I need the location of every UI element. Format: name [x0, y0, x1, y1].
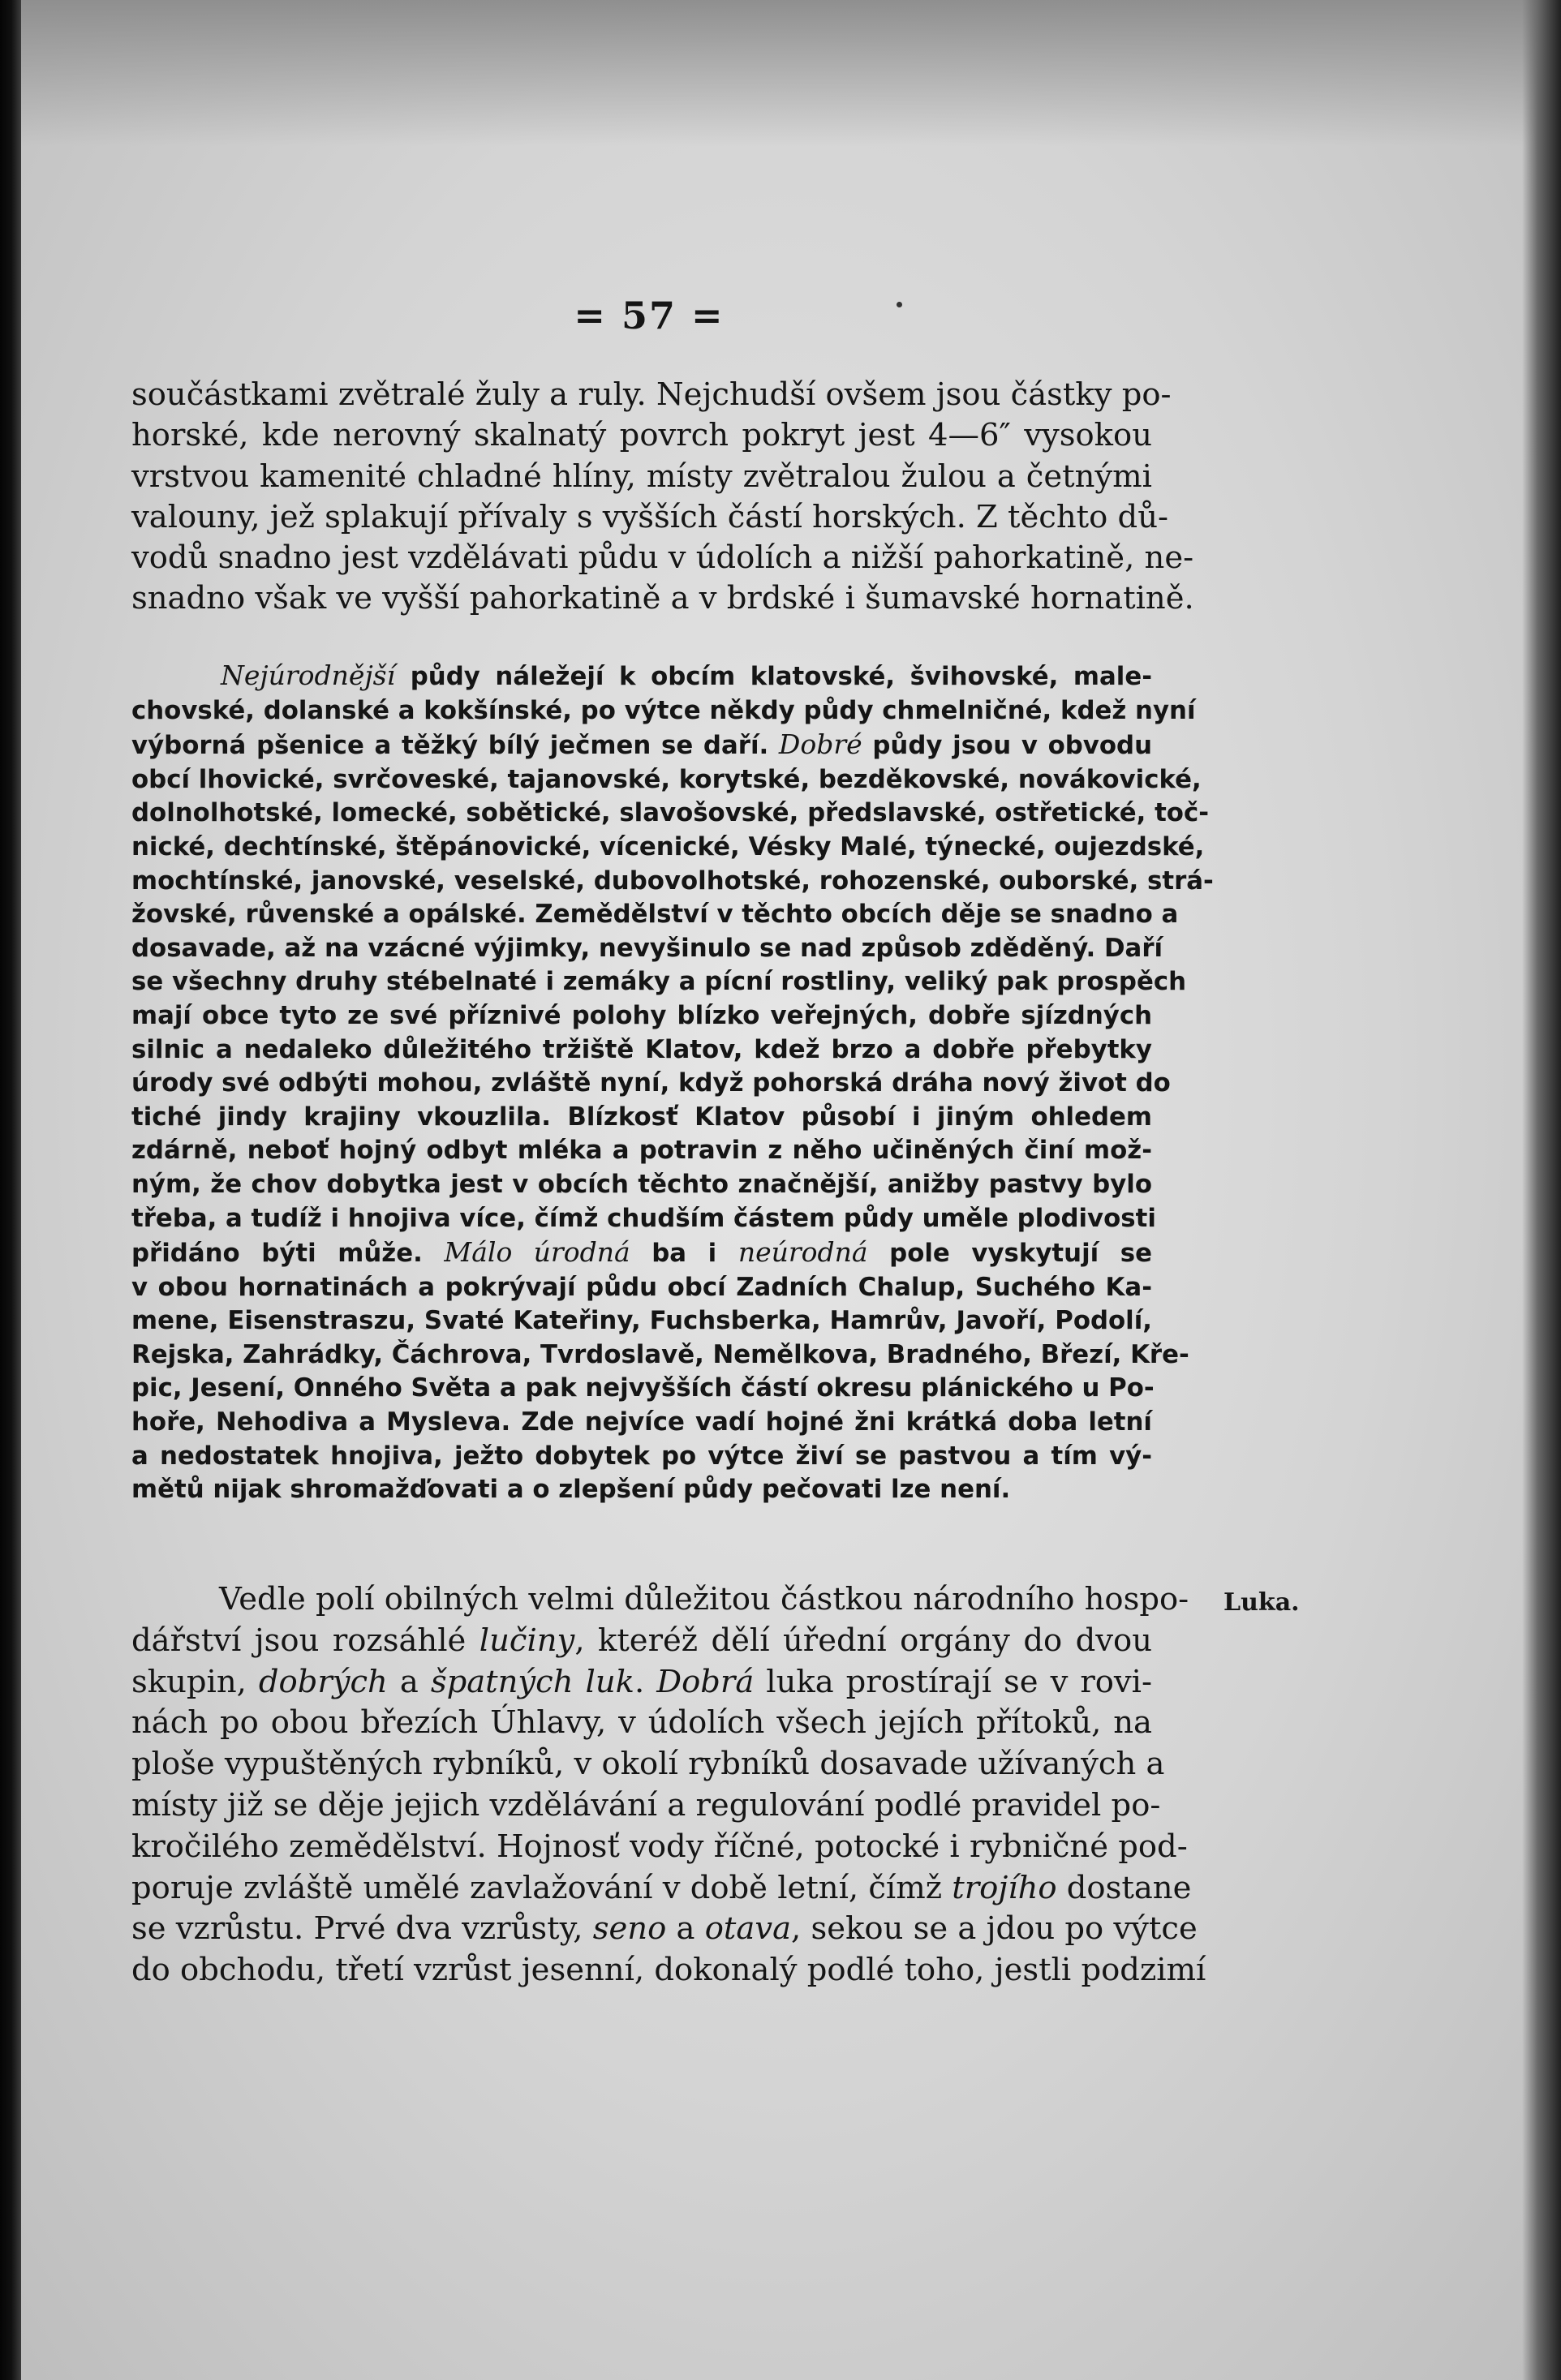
text-run: , kteréž dělí úřední orgány do dvou	[574, 1622, 1152, 1659]
page-shadow-top	[0, 0, 1561, 146]
text-run: se vzrůstu. Prvé dva vzrůsty,	[131, 1910, 593, 1948]
text-line	[131, 1868, 1192, 1910]
text-line: hoře, Nehodiva a Mysleva. Zde nejvíce vadí hojné žni krátká doba letní	[131, 1407, 1152, 1437]
text-run: půdy náležejí k obcím klatovské, švihovské, male-	[395, 662, 1152, 691]
text-line: tiché jindy krajiny vkouzlila. Blízkosť Klatov působí i jiným ohledem	[131, 1102, 1152, 1132]
text-run: luka prostírají se v rovi-	[754, 1663, 1152, 1700]
term-good: Dobré	[778, 728, 862, 761]
term-hay: seno	[592, 1910, 667, 1948]
text-line: se všechny druhy stébelnaté i zemáky a pícní rostliny, veliký pak prospěch	[131, 967, 1187, 997]
text-line: vrstvou kamenité chladné hlíny, místy zvětralou žulou a četnými	[131, 458, 1152, 495]
text-run: skupin,	[131, 1663, 259, 1700]
text-line: úrody své odbýti mohou, zvláště nyní, když pohorská dráha nový život do	[131, 1068, 1171, 1098]
text-line: mají obce tyto ze své příznivé polohy blízko veřejných, dobře sjízdných	[131, 1000, 1152, 1030]
text-run: pole vyskytují se	[867, 1239, 1152, 1269]
text-line: vodů snadno jest vzdělávati půdu v údolích a nižší pahorkatině, ne-	[131, 539, 1194, 577]
text-line	[131, 1621, 1152, 1662]
term-aftermath: otava	[704, 1910, 792, 1948]
text-line: místy již se děje jejich vzdělávání a regulování podlé pravidel po-	[131, 1786, 1161, 1824]
text-line	[131, 1909, 1198, 1950]
text-line: nické, dechtínské, štěpánovické, vícenické, Vésky Malé, týnecké, oujezdské,	[131, 831, 1205, 861]
term-less-fertile: Málo úrodná	[444, 1236, 630, 1269]
term-good-meadows: dobrých	[258, 1663, 388, 1700]
text-run: a	[666, 1910, 705, 1948]
text-line: Vedle polí obilných velmi důležitou částkou národního hospo-	[219, 1581, 1189, 1617]
binding-edge	[0, 0, 21, 2380]
text-line: mene, Eisenstraszu, Svaté Kateřiny, Fuchsberka, Hamrův, Javoří, Podolí,	[131, 1306, 1152, 1336]
text-run: a	[387, 1663, 431, 1700]
text-line: mětů nijak shromažďovati a o zlepšení půdy pečovati lze není.	[131, 1475, 1011, 1505]
text-line: valouny, jež splakují přívaly s vyšších částí horských. Z těchto dů-	[131, 498, 1169, 535]
term-third-cut: trojího	[952, 1869, 1057, 1906]
paragraph-meadows	[131, 1579, 1206, 1991]
term-poor-meadows: špatných luk	[430, 1663, 634, 1700]
text-line: kročilého zemědělství. Hojnosť vody říčné, potocké i rybničné pod-	[131, 1828, 1188, 1865]
paragraph-soil-poor	[131, 375, 1194, 620]
text-line: ploše vypuštěných rybníků, v okolí rybníků dosavade užívaných a	[131, 1746, 1165, 1783]
term-meadows: lučiny	[479, 1622, 575, 1659]
text-run: půdy jsou v obvodu	[862, 731, 1152, 761]
text-line: Rejska, Zahrádky, Čáchrova, Tvrdoslavě, Nemělkova, Bradného, Březí, Kře-	[131, 1339, 1189, 1369]
text-line: do obchodu, třetí vzrůst jesenní, dokonalý podlé toho, jestli podzimí	[131, 1952, 1206, 1989]
text-run: přidáno býti může.	[131, 1239, 445, 1269]
text-line: silnic a nedaleko důležitého tržiště Klatov, kdež brzo a dobře přebytky	[131, 1034, 1152, 1064]
text-line: chovské, dolanské a kokšínské, po výtce někdy půdy chmelničné, kdež nyní	[131, 695, 1196, 725]
margin-note-meadows: Luka.	[1223, 1588, 1300, 1617]
ink-speck	[897, 302, 902, 307]
text-line: horské, kde nerovný skalnatý povrch pokryt jest 4—6″ vysokou	[131, 417, 1152, 454]
text-run: poruje zvláště umělé zavlažování v době letní, čímž	[131, 1869, 953, 1906]
text-run: .	[634, 1663, 657, 1700]
paragraph-fertile-soils	[131, 659, 1214, 1507]
term-infertile: neúrodná	[737, 1236, 868, 1269]
term-most-fertile: Nejúrodnější	[221, 659, 396, 691]
text-line: třeba, a tudíž i hnojiva více, čímž chudším částem půdy uměle plodivosti	[131, 1203, 1156, 1233]
text-line	[131, 728, 1152, 763]
text-line: pic, Jesení, Onného Světa a pak nejvyšších částí okresu plánického u Po-	[131, 1373, 1155, 1403]
text-line: a nedostatek hnojiva, ježto dobytek po výtce živí se pastvou a tím vý-	[131, 1441, 1152, 1471]
text-line: dosavade, až na vzácné výjimky, nevyšinulo se nad způsob zděděný. Daří	[131, 933, 1163, 963]
text-run: dářství jsou rozsáhlé	[131, 1622, 479, 1659]
text-line: součástkami zvětralé žuly a ruly. Nejchudší ovšem jsou částky po-	[131, 376, 1172, 413]
text-run: , sekou se a jdou po výtce	[791, 1910, 1198, 1948]
text-line: mochtínské, janovské, veselské, dubovolhotské, rohozenské, ouborské, strá-	[131, 866, 1214, 896]
text-line: dolnolhotské, lomecké, sobětické, slavošovské, předslavské, ostřetické, toč-	[131, 798, 1209, 828]
text-run: dostane	[1056, 1869, 1192, 1906]
page-edge-right	[1522, 0, 1561, 2380]
text-line: v obou hornatinách a pokrývají půdu obcí Zadních Chalup, Suchého Ka-	[131, 1272, 1152, 1302]
page-number: = 57 =	[574, 294, 725, 337]
text-line	[131, 659, 1152, 694]
text-line: zdárně, neboť hojný odbyt mléka a potravin z něho učiněných činí mož-	[131, 1136, 1152, 1166]
text-line: žovské, růvenské a opálské. Zemědělství v těchto obcích děje se snadno a	[131, 900, 1179, 930]
term-good-meadow: Dobrá	[656, 1663, 755, 1700]
text-line: ným, že chov dobytka jest v obcích těchto značnější, anižby pastvy bylo	[131, 1169, 1152, 1199]
text-run: výborná pšenice a těžký bílý ječmen se daří.	[131, 731, 779, 761]
text-line	[131, 1662, 1152, 1703]
text-line	[131, 1235, 1152, 1271]
text-line: nách po obou březích Úhlavy, v údolích všech jejích přítoků, na	[131, 1704, 1152, 1742]
text-line: obcí lhovické, svrčoveské, tajanovské, korytské, bezděkovské, novákovické,	[131, 764, 1202, 794]
text-run: ba i	[630, 1239, 738, 1269]
text-line: snadno však ve vyšší pahorkatině a v brdské i šumavské hornatině.	[131, 580, 1194, 617]
